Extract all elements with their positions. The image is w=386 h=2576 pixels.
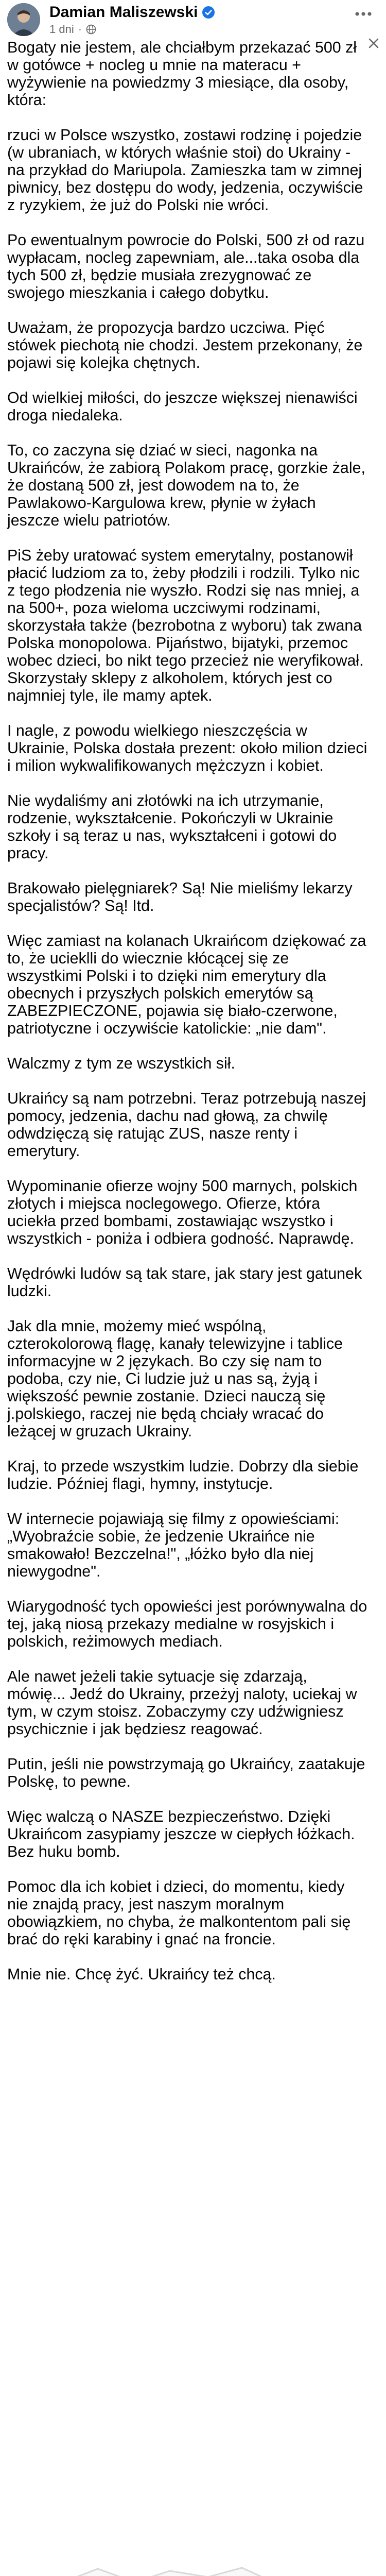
post-paragraph: Wiarygodność tych opowieści jest porównywalna do tej, jaką niosą przekazy medialne w rosyjskich i polskich, reżimowych mediach. xyxy=(7,1598,367,1650)
post-paragraph: Walczmy z tym ze wszystkich sił. xyxy=(7,1055,235,1072)
globe-icon[interactable] xyxy=(86,24,96,35)
post-meta xyxy=(49,23,96,36)
post-paragraph: Więc walczą o NASZE bezpieczeństwo. Dzięki Ukraińcom zasypiamy jeszcze w ciepłych łóżkach. Bez huku bomb. xyxy=(7,1808,355,1860)
post-paragraph: To, co zaczyna się dziać w sieci, nagonka na Ukraińców, że zabiorą Polakom pracę, gorzkie żale, że dostaną 500 zł, jest dowodem na to, że Pawlakowo-Kargulowa krew, płynie w żyłach jeszcze wielu patriotów. xyxy=(7,442,365,529)
post-paragraph: Wypominanie ofierze wojny 500 marnych, polskich złotych i miejsca noclegowego. Ofierze, która uciekła przed bombami, zostawiając wszystko i wszystkich - poniża i odbiera godność. Naprawdę. xyxy=(7,1177,358,1247)
post-paragraph: Uważam, że propozycja bardzo uczciwa. Pięć stówek piechotą nie chodzi. Jestem przekonany, że pojawi się kolejka chętnych. xyxy=(7,319,363,371)
post-paragraph: Kraj, to przede wszystkim ludzie. Dobrzy dla siebie ludzie. Później flagi, hymny, instytucje. xyxy=(7,1458,359,1493)
post-paragraph: Jak dla mnie, możemy mieć wspólną, czterokolorową flagę, kanały telewizyjne i tablice informacyjne w 2 językach. Bo czy się nam to podoba, czy nie, Ci ludzie już u nas są, żyją i większość pewnie zostanie. Dzieci nauczą się j.polskiego, raczej nie będą chciały wracać do leżącej w gruzach Ukrainy. xyxy=(7,1317,343,1440)
post-body xyxy=(7,39,367,2001)
post-paragraph: I nagle, z powodu wielkiego nieszczęścia w Ukrainie, Polska dostała prezent: około milion dzieci i milion wykwalifikowanych mężczyzn i kobiet. xyxy=(7,722,367,774)
post-header xyxy=(0,0,386,41)
close-icon[interactable] xyxy=(366,36,381,50)
post-paragraph: rzuci w Polsce wszystko, zostawi rodzinę i pojedzie (w ubraniach, w których właśnie stoi) do Ukrainy - na przykład do Mariupola. Zamieszka tam w zimnej piwnicy, bez dostępu do wody, jedzenia, oczywiście z ryzykiem, że już do Polski nie wróci. xyxy=(7,126,363,214)
post-paragraph: Nie wydaliśmy ani złotówki na ich utrzymanie, rodzenie, wykształcenie. Pokończyli w Ukrainie szkoły i są teraz u nas, wykształceni i gotowi do pracy. xyxy=(7,792,337,862)
meta-separator: · xyxy=(78,23,82,36)
more-options-icon[interactable] xyxy=(353,6,374,22)
post-paragraph: PiS żeby uratować system emerytalny, postanowił płacić ludziom za to, żeby płodzili i rodzili. Tylko nic z tego płodzenia nie wyszło. Rodzi się nas mniej, a na 500+, poza wieloma uczciwymi rodzinami, skorzystała także (bezrobotna z wyboru) tak zwana Polska monopolowa. Pijaństwo, bijatyki, przemoc wobec dzieci, bo nikt tego przecież nie weryfikował. Skorzystały sklepy z alkoholem, których jest co najmniej tyle, ile mamy aptek. xyxy=(7,547,364,704)
author-name[interactable]: Damian Maliszewski xyxy=(49,4,198,21)
post-paragraph: Ale nawet jeżeli takie sytuacje się zdarzają, mówię... Jedź do Ukrainy, przeżyj naloty, uciekaj w tym, w czym stoisz. Zobaczymy czy udźwigniesz psychicznie i jak będziesz reagować. xyxy=(7,1668,357,1738)
avatar[interactable] xyxy=(7,3,40,36)
post-paragraph: Wędrówki ludów są tak stare, jak stary jest gatunek ludzki. xyxy=(7,1265,362,1300)
post-paragraph: Ukraińcy są nam potrzebni. Teraz potrzebują naszej pomocy, jedzenia, dachu nad głową, za chwilę odwdzięczą się ratując ZUS, nasze renty i emerytury. xyxy=(7,1090,366,1160)
poland-map-heart-image xyxy=(0,2535,386,2576)
post-paragraph: Mnie nie. Chcę żyć. Ukraińcy też chcą. xyxy=(7,1965,276,1983)
post-paragraph: Po ewentualnym powrocie do Polski, 500 zł od razu wypłacam, nocleg zapewniam, ale...taka osoba dla tych 500 zł, będzie musiała zrezygnować ze swojego mieszkania i całego dobytku. xyxy=(7,231,365,301)
post-paragraph: Brakowało pielęgniarek? Są! Nie mieliśmy lekarzy specjalistów? Są! Itd. xyxy=(7,879,353,914)
poland-map-shape xyxy=(0,2535,386,2576)
post-paragraph: Od wielkiej miłości, do jeszcze większej nienawiści droga niedaleka. xyxy=(7,389,358,424)
post-paragraph: W internecie pojawiają się filmy z opowieściami: „Wyobraźcie sobie, że jedzenie Ukraińce nie smakowało! Bezczelna!", „łóżko było dla niej niewygodne". xyxy=(7,1510,340,1580)
post-paragraph: Putin, jeśli nie powstrzymają go Ukraińcy, zaatakuje Polskę, to pewne. xyxy=(7,1755,365,1790)
post-time[interactable]: 1 dni xyxy=(49,23,74,36)
verified-badge-icon xyxy=(202,6,215,19)
post-paragraph: Więc zamiast na kolanach Ukraińcom dziękować za to, że ucieklli do wiecznie kłócącej się ze wszystkimi Polski i to dzięki nim emerytury dla obecnych i przyszłych polskich emerytów są ZABEZPIECZONE, pojawia się biało-czerwone, patriotyczne i oczywiście katolickie: „nie dam". xyxy=(7,932,366,1037)
post-paragraph: Bogaty nie jestem, ale chciałbym przekazać 500 zł w gotówce + nocleg u mnie na materacu + wyżywienie na powiedzmy 3 miesiące, dla osoby, która: xyxy=(7,39,357,109)
post-paragraph: Pomoc dla ich kobiet i dzieci, do momentu, kiedy nie znajdą pracy, jest naszym moralnym obowiązkiem, no chyba, że malkontentom pali się brać do ręki karabiny i gnać na froncie. xyxy=(7,1878,351,1948)
